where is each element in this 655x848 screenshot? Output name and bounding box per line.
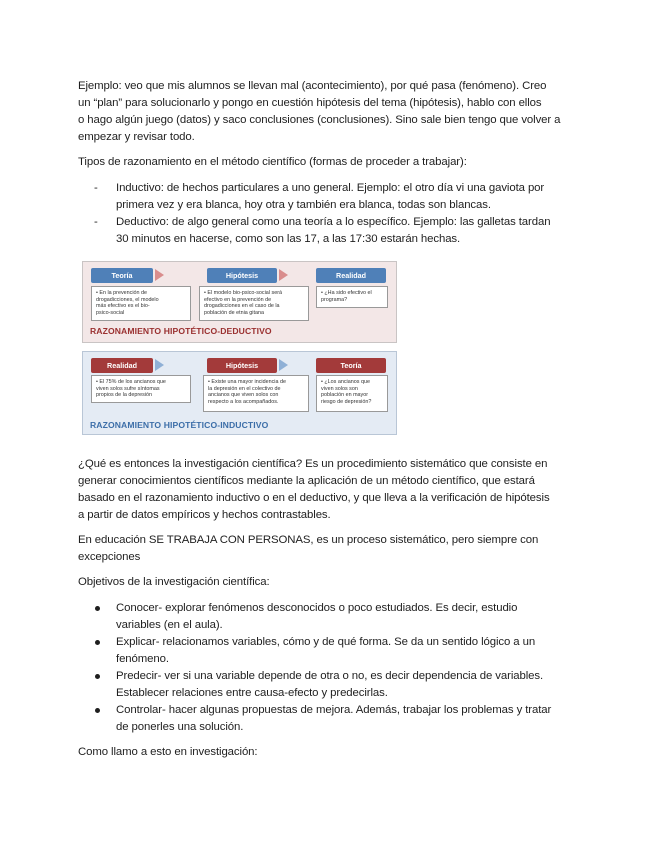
question-paragraph xyxy=(78,456,583,524)
bullet-icon xyxy=(95,606,100,611)
box-line: propios de la depresión xyxy=(96,392,153,399)
box-line: • El 75% de los ancianos que xyxy=(96,379,166,385)
diagram-box xyxy=(91,375,191,403)
box-line: • El modelo bio-psico-social será xyxy=(204,290,282,296)
intro-line: Ejemplo: veo que mis alumnos se llevan mal (acontecimiento), por qué pasa (fenómeno). Creo xyxy=(78,80,547,92)
box-line: riesgo de depresión? xyxy=(321,398,372,405)
box-line: • Existe una mayor incidencia de xyxy=(208,379,286,385)
objective-line: Establecer relaciones entre causa-efecto y predecirlas. xyxy=(116,687,388,699)
list-item-line: primera vez y era blanca, hoy otra y también era blanca, todas son blancas. xyxy=(116,199,491,211)
intro-line: empezar y revisar todo. xyxy=(78,131,195,143)
objective-line: Controlar- hacer algunas propuestas de mejora. Además, trabajar los problemas y tratar xyxy=(116,704,552,716)
diagram-box xyxy=(91,286,191,321)
diagram-inductive xyxy=(82,351,397,435)
objective-line: de ponerles una solución. xyxy=(116,721,244,733)
objective-item xyxy=(116,702,582,736)
box-line: psico-social xyxy=(96,309,125,316)
box-line: población de etnia gitana xyxy=(204,309,264,316)
box-line: viven solos son xyxy=(321,385,358,392)
box-line: drogadicciones, el modelo xyxy=(96,296,159,303)
box-line: • ¿Los ancianos que xyxy=(321,379,370,385)
diagram-box xyxy=(316,286,388,308)
objective-line: Conocer- explorar fenómenos desconocidos o poco estudiados. Es decir, estudio xyxy=(116,602,518,614)
diagram-header: Realidad xyxy=(316,268,386,283)
arrow-right-icon xyxy=(279,359,288,371)
diagram-box xyxy=(199,286,309,321)
diagram-header: Realidad xyxy=(91,358,153,373)
objective-line: Explicar- relacionamos variables, cómo y de qué forma. Se da un sentido lógico a un xyxy=(116,636,536,648)
diagram-header: Teoría xyxy=(316,358,386,373)
box-line: población en mayor xyxy=(321,392,369,399)
objective-item xyxy=(116,600,582,634)
question-line: ¿Qué es entonces la investigación científica? Es un procedimiento sistemático que consiste en xyxy=(78,458,548,470)
closing-line: Como llamo a esto en investigación: xyxy=(78,746,258,758)
intro-line: un “plan” para solucionarlo y pongo en cuestión hipótesis del tema (hipótesis), hablo con ellos xyxy=(78,97,542,109)
objective-item xyxy=(116,668,582,702)
intro-line: o hago algún juego (datos) y saco conclusiones (conclusiones). Sino sale bien tengo que volver a xyxy=(78,114,561,126)
list-item-deductive xyxy=(116,214,582,248)
objective-line: fenómeno. xyxy=(116,653,169,665)
box-line: • ¿Ha sido efectivo el xyxy=(321,290,372,296)
box-line: efectivo en la prevención de xyxy=(204,296,272,303)
bullet-icon xyxy=(95,640,100,645)
box-line: ancianos que viven solos con xyxy=(208,392,279,399)
objective-item xyxy=(116,634,582,668)
list-marker: - xyxy=(94,182,98,194)
arrow-right-icon xyxy=(155,269,164,281)
list-item-inductive xyxy=(116,180,582,214)
diagram-box xyxy=(203,375,309,412)
objective-line: Predecir- ver si una variable depende de otra o no, es decir dependencia de variables. xyxy=(116,670,544,682)
diagram-caption: RAZONAMIENTO HIPOTÉTICO-DEDUCTIVO xyxy=(90,326,272,336)
question-line: basado en el razonamiento inductivo o en el deductivo, y que lleva a la verificación de hipótesis xyxy=(78,492,550,504)
box-line: respecto a los acompañados. xyxy=(208,398,279,405)
diagram-header: Teoría xyxy=(91,268,153,283)
question-line: a partir de datos empíricos y hechos contrastables. xyxy=(78,509,331,521)
diagram-header: Hipótesis xyxy=(207,358,277,373)
diagram-deductive xyxy=(82,261,397,343)
box-line: más efectivo es el bio- xyxy=(96,303,150,310)
education-line: excepciones xyxy=(78,551,141,563)
bullet-icon xyxy=(95,674,100,679)
types-heading: Tipos de razonamiento en el método científico (formas de proceder a trabajar): xyxy=(78,156,467,168)
education-line: En educación SE TRABAJA CON PERSONAS, es un proceso sistemático, pero siempre con xyxy=(78,534,539,546)
education-paragraph xyxy=(78,532,583,566)
bullet-icon xyxy=(95,708,100,713)
list-item-line: Deductivo: de algo general como una teoría a lo específico. Ejemplo: las galletas tardan xyxy=(116,216,551,228)
box-line: viven solos sufre síntomas xyxy=(96,385,160,392)
box-line: programa? xyxy=(321,296,348,303)
objectives-heading: Objetivos de la investigación científica: xyxy=(78,576,270,588)
box-line: la depresión en el colectivo de xyxy=(208,385,281,392)
objective-line: variables (en el aula). xyxy=(116,619,223,631)
box-line: • En la prevención de xyxy=(96,290,148,296)
diagram-box xyxy=(316,375,388,412)
list-item-line: Inductivo: de hechos particulares a uno general. Ejemplo: el otro día vi una gaviota por xyxy=(116,182,545,194)
list-marker: - xyxy=(94,216,98,228)
arrow-right-icon xyxy=(155,359,164,371)
question-line: generar conocimientos científicos mediante la aplicación de un método científico, que estará xyxy=(78,475,535,487)
list-item-line: 30 minutos en hacerse, como son las 17, a las 17:30 estarán hechas. xyxy=(116,233,461,245)
box-line: drogadicciones en el caso de la xyxy=(204,303,280,310)
intro-paragraph xyxy=(78,78,583,146)
arrow-right-icon xyxy=(279,269,288,281)
diagram-header: Hipótesis xyxy=(207,268,277,283)
diagram-caption: RAZONAMIENTO HIPOTÉTICO-INDUCTIVO xyxy=(90,420,269,430)
